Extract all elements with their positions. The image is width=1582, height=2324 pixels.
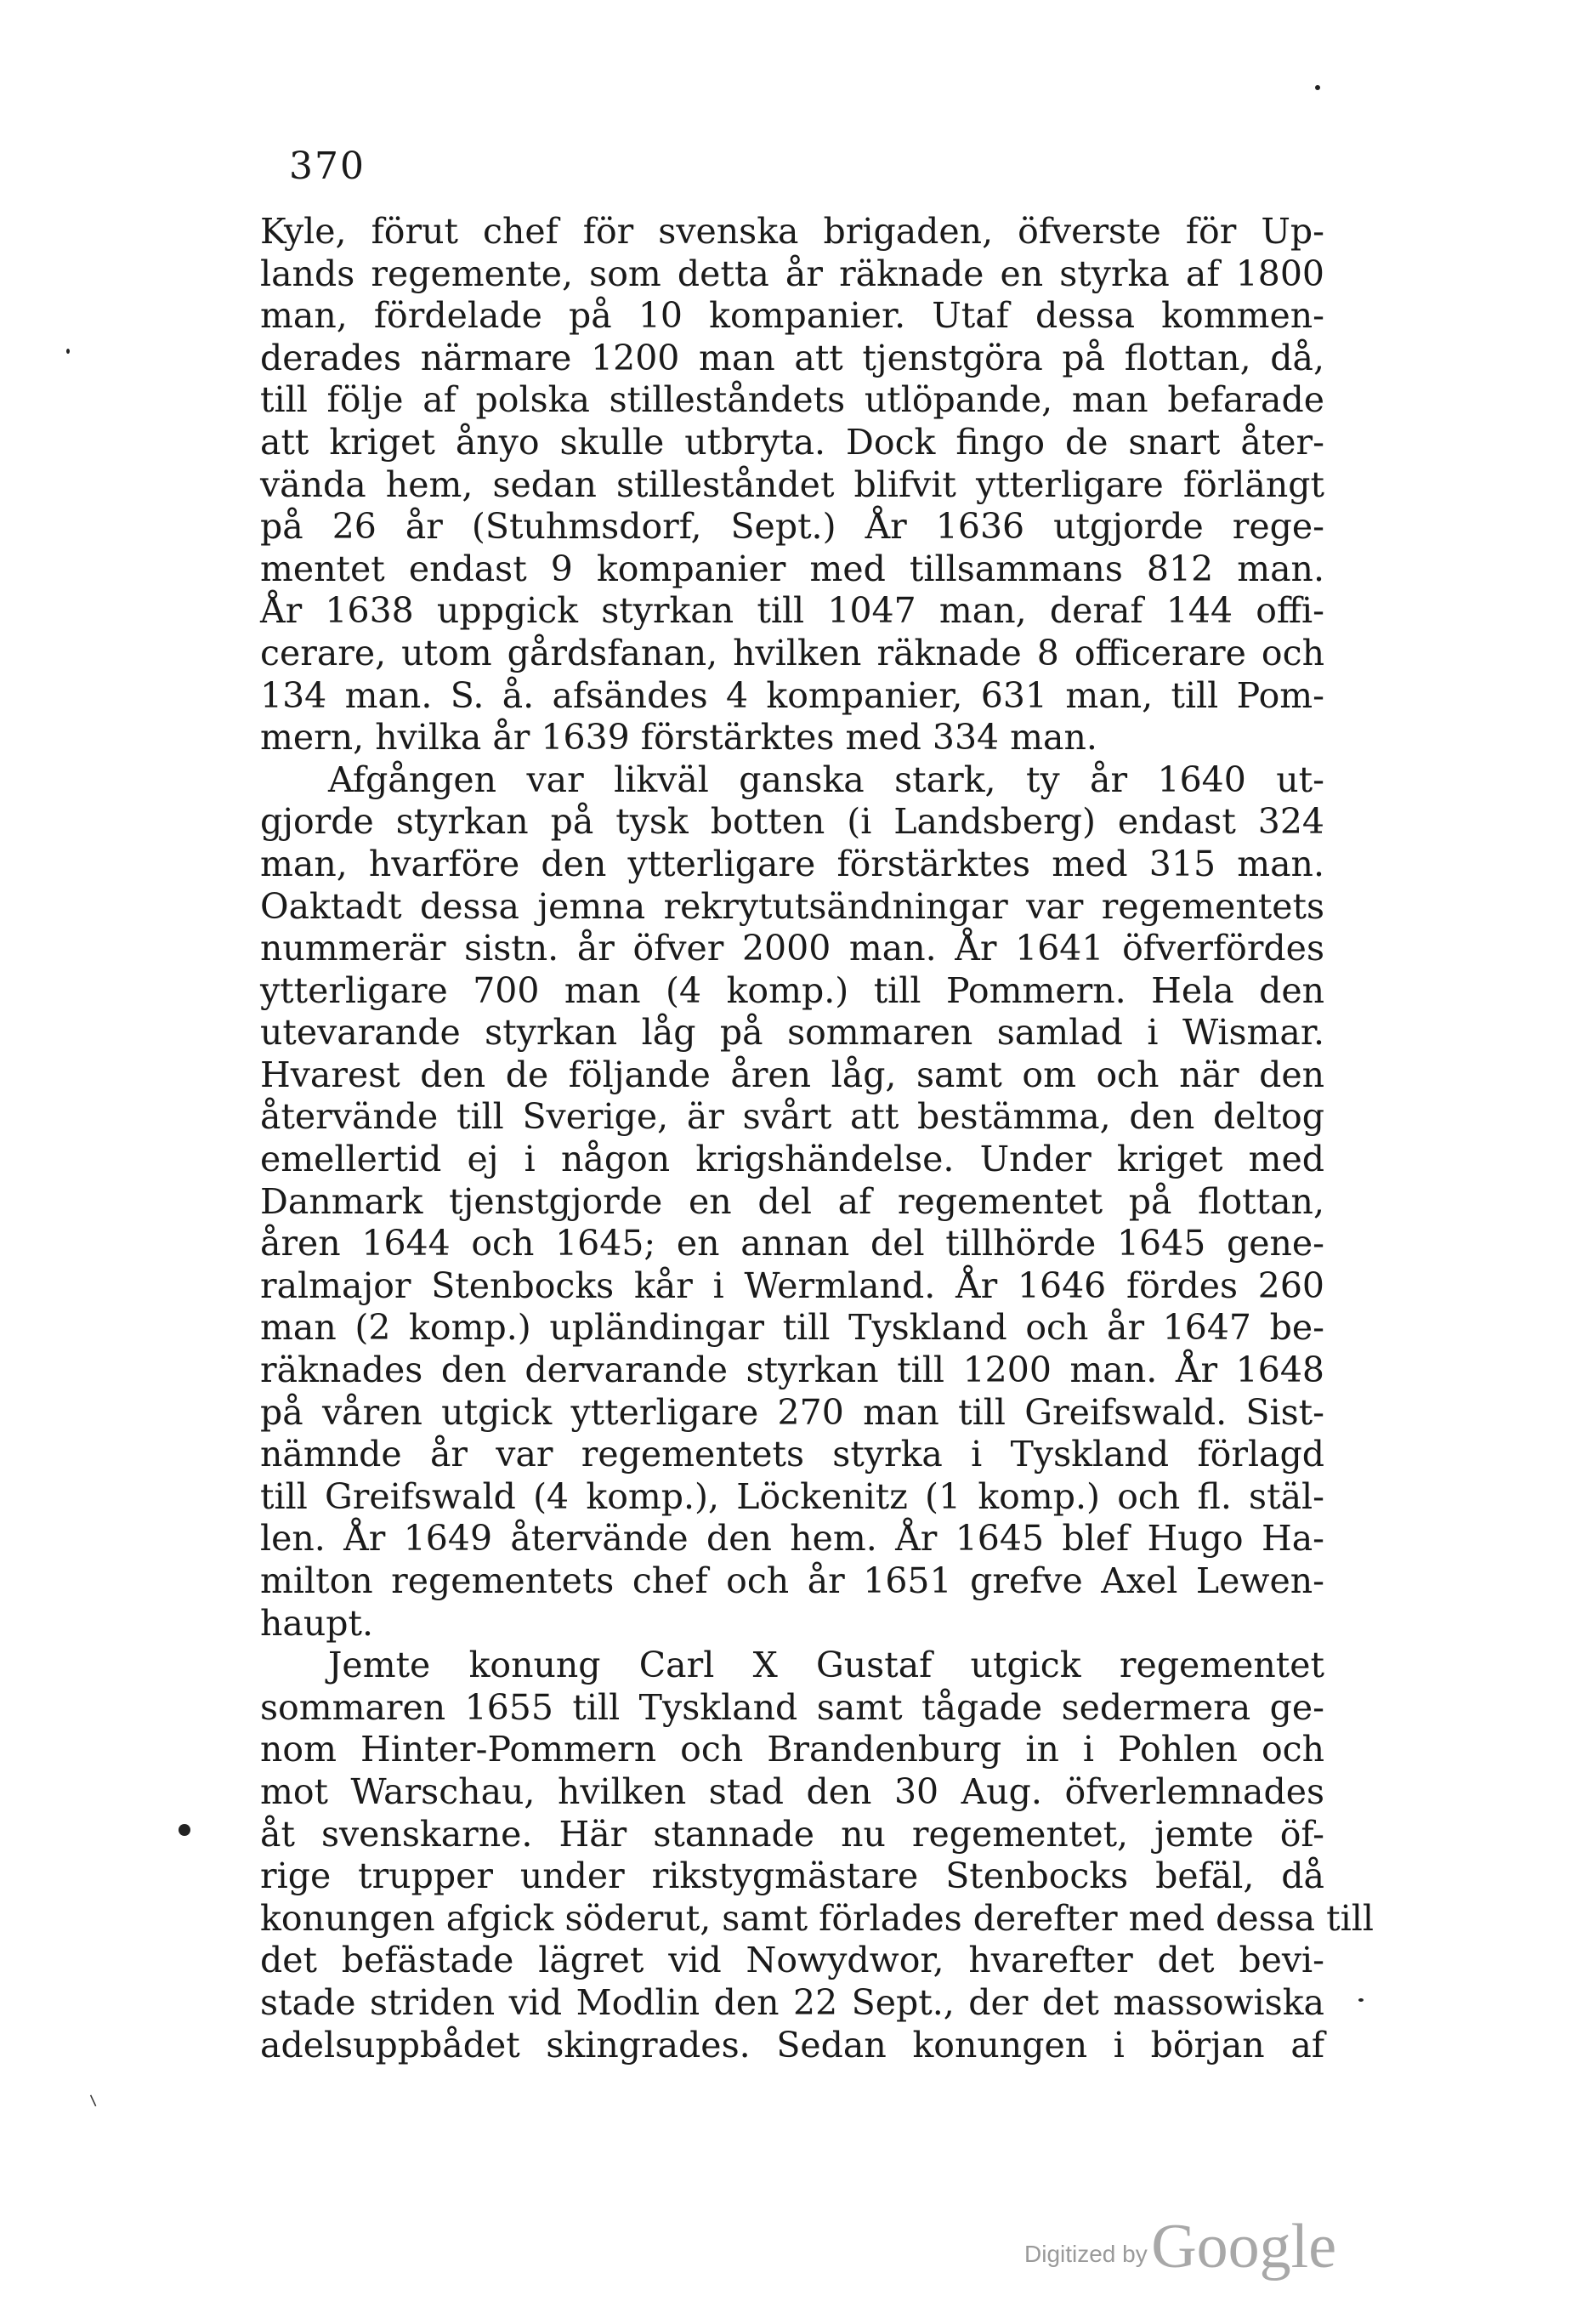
text-line: Kyle, förut chef för svenska brigaden, öfverste för Up-: [260, 211, 1324, 252]
text-line: Afgången var likväl ganska stark, ty år 1640 ut-: [328, 759, 1324, 800]
text-line: sommaren 1655 till Tyskland samt tågade sedermera ge-: [260, 1686, 1324, 1728]
text-line: till Greifswald (4 komp.), Löckenitz (1 komp.) och fl. stäl-: [260, 1475, 1324, 1517]
text-line: man, fördelade på 10 kompanier. Utaf dessa kommen-: [260, 295, 1324, 337]
text-line: Hvarest den de följande åren låg, samt om och när den: [260, 1054, 1324, 1095]
google-logo: Google: [1151, 2212, 1337, 2281]
text-line: År 1638 uppgick styrkan till 1047 man, deraf 144 offi-: [260, 590, 1324, 632]
text-line: mentet endast 9 kompanier med tillsammans 812 man.: [260, 548, 1324, 589]
text-line: nummerär sistn. år öfver 2000 man. År 1641 öfverfördes: [260, 928, 1324, 969]
digitized-watermark: [1024, 2211, 1336, 2283]
page-speck: [1358, 1998, 1364, 2002]
margin-mark: ⸜: [83, 2079, 106, 2112]
text-line: åt svenskarne. Här stannade nu regementet, jemte öf-: [260, 1813, 1324, 1855]
text-line: lands regemente, som detta år räknade en styrka af 1800: [260, 253, 1324, 294]
text-line: ralmajor Stenbocks kår i Wermland. År 1646 fördes 260: [260, 1264, 1324, 1306]
text-line: det befästade lägret vid Nowydwor, hvarefter det bevi-: [260, 1940, 1324, 1981]
text-line: mot Warschau, hvilken stad den 30 Aug. öfverlemnades: [260, 1770, 1324, 1812]
text-line: milton regementets chef och år 1651 grefve Axel Lewen-: [260, 1560, 1324, 1601]
body-text: [260, 211, 1374, 2066]
text-line: konungen afgick söderut, samt förlades derefter med dessa till: [260, 1897, 1374, 1939]
text-line: man (2 komp.) upländingar till Tyskland och år 1647 be-: [260, 1307, 1324, 1349]
text-line: Oaktadt dessa jemna rekrytutsändningar var regementets: [260, 885, 1324, 927]
text-line: gjorde styrkan på tysk botten (i Landsberg) endast 324: [260, 801, 1324, 843]
text-line: återvände till Sverige, är svårt att bestämma, den deltog: [260, 1096, 1324, 1138]
text-line: nämnde år var regementets styrka i Tyskland förlagd: [260, 1434, 1324, 1475]
text-line: till följe af polska stilleståndets utlöpande, man befarade: [260, 379, 1324, 421]
text-line: räknades den dervarande styrkan till 1200 man. År 1648: [260, 1350, 1324, 1391]
text-line: 134 man. S. å. afsändes 4 kompanier, 631 man, till Pom-: [260, 674, 1324, 716]
text-line: len. År 1649 återvände den hem. År 1645 blef Hugo Ha-: [260, 1518, 1324, 1560]
text-line: Jemte konung Carl X Gustaf utgick regementet: [328, 1645, 1324, 1686]
text-line: man, hvarföre den ytterligare förstärktes med 315 man.: [260, 843, 1324, 884]
text-line: haupt.: [260, 1602, 374, 1644]
text-line: adelsuppbådet skingrades. Sedan konungen i början af: [260, 2024, 1324, 2065]
text-line: derades närmare 1200 man att tjenstgöra på flottan, då,: [260, 337, 1324, 378]
page-speck: [66, 349, 70, 354]
text-line: på våren utgick ytterligare 270 man till Greifswald. Sist-: [260, 1391, 1324, 1433]
text-line: nom Hinter-Pommern och Brandenburg in i Pohlen och: [260, 1729, 1324, 1770]
margin-bullet: [179, 1824, 190, 1836]
page-number: 370: [289, 145, 366, 188]
text-line: åren 1644 och 1645; en annan del tillhörde 1645 gene-: [260, 1223, 1324, 1264]
text-line: Danmark tjenstgjorde en del af regementet på flottan,: [260, 1180, 1324, 1222]
text-line: mern, hvilka år 1639 förstärktes med 334 man.: [260, 717, 1097, 759]
text-line: stade striden vid Modlin den 22 Sept., der det massowiska: [260, 1981, 1324, 2023]
text-line: att kriget ånyo skulle utbryta. Dock fingo de snart åter-: [260, 421, 1324, 463]
text-line: cerare, utom gårdsfanan, hvilken räknade 8 officerare och: [260, 632, 1324, 673]
text-line: vända hem, sedan stilleståndet blifvit ytterligare förlängt: [260, 463, 1324, 505]
text-line: utevarande styrkan låg på sommaren samlad i Wismar.: [260, 1012, 1324, 1054]
text-line: ytterligare 700 man (4 komp.) till Pommern. Hela den: [260, 969, 1324, 1011]
text-line: rige trupper under rikstygmästare Stenbocks befäl, då: [260, 1855, 1324, 1897]
text-line: emellertid ej i någon krigshändelse. Under kriget med: [260, 1139, 1324, 1180]
text-line: på 26 år (Stuhmsdorf, Sept.) År 1636 utgjorde rege-: [260, 506, 1324, 548]
watermark-prefix: Digitized by: [1024, 2241, 1148, 2267]
page-speck: [1315, 85, 1320, 90]
